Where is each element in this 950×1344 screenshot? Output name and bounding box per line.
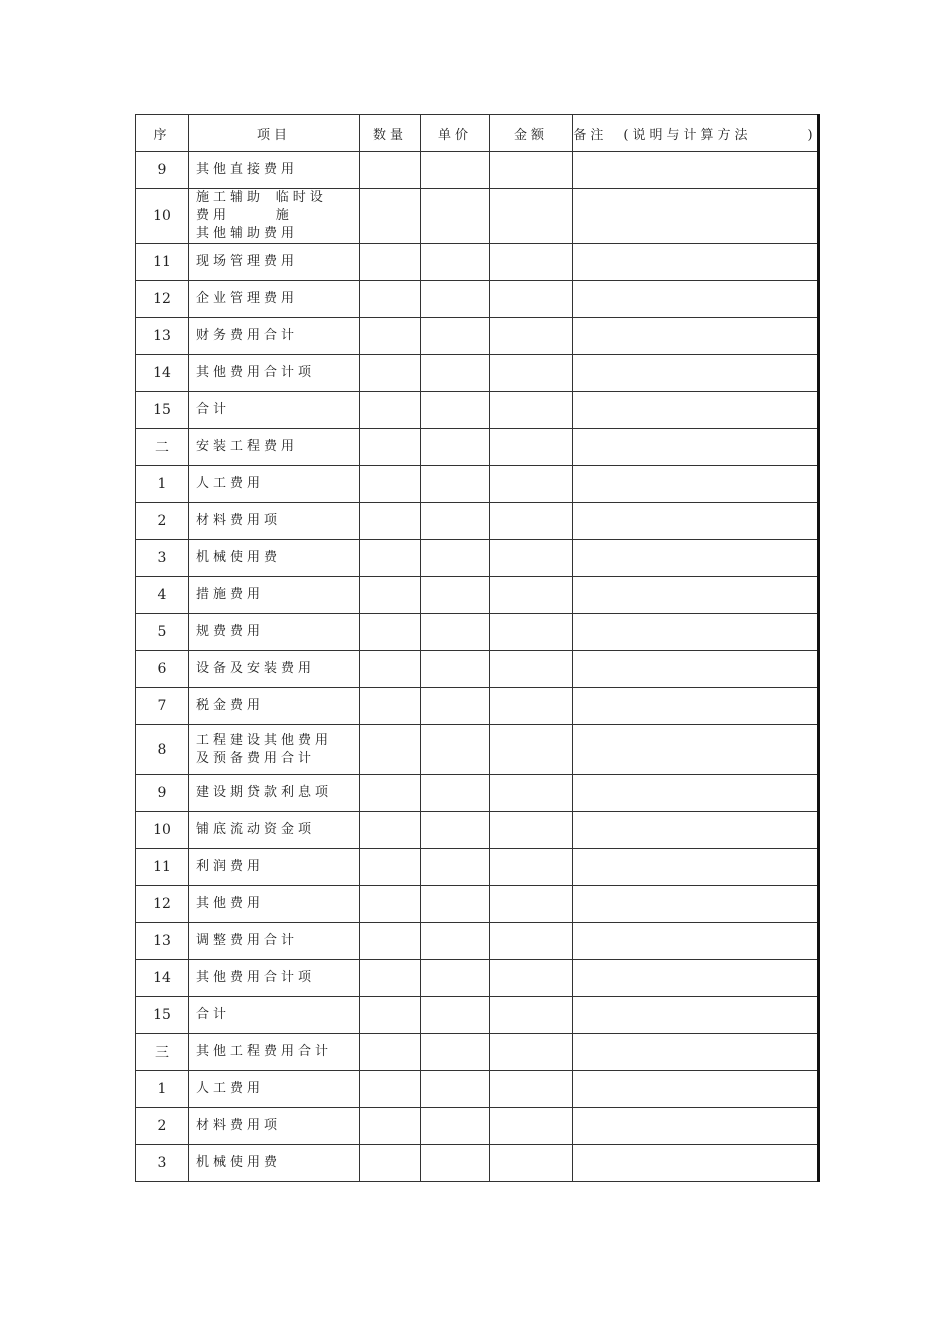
cell-empty xyxy=(490,725,573,775)
row-item-name: 现场管理费用 xyxy=(189,244,360,281)
table-row xyxy=(136,849,819,886)
row-number: 12 xyxy=(136,886,189,923)
cost-table xyxy=(135,114,820,1182)
cell-empty xyxy=(421,651,490,688)
header-note-label: 备注 xyxy=(573,127,608,143)
cell-empty xyxy=(573,923,819,960)
table-row xyxy=(136,812,819,849)
cell-empty xyxy=(490,688,573,725)
table-row xyxy=(136,281,819,318)
table-row xyxy=(136,318,819,355)
cell-empty xyxy=(421,355,490,392)
cell-empty xyxy=(573,577,819,614)
section-row xyxy=(136,429,819,466)
row-number: 13 xyxy=(136,318,189,355)
cell-empty xyxy=(490,1145,573,1182)
cell-empty xyxy=(573,152,819,189)
row-item-name: 财务费用合计 xyxy=(189,318,360,355)
table-row xyxy=(136,152,819,189)
cell-empty xyxy=(573,1071,819,1108)
cell-empty xyxy=(360,849,421,886)
cell-empty xyxy=(360,1034,421,1071)
cell-empty xyxy=(421,1071,490,1108)
row-number: 14 xyxy=(136,355,189,392)
cell-empty xyxy=(490,614,573,651)
table-header-row xyxy=(136,115,819,152)
cell-empty xyxy=(360,503,421,540)
cell-empty xyxy=(421,812,490,849)
cell-empty xyxy=(490,392,573,429)
cell-empty xyxy=(360,152,421,189)
cell-empty xyxy=(421,503,490,540)
cell-empty xyxy=(573,812,819,849)
cell-empty xyxy=(573,775,819,812)
row-item-name: 材料费用项 xyxy=(189,503,360,540)
cell-empty xyxy=(360,775,421,812)
row-item-name-part-c: 及预备费用合计 xyxy=(196,750,316,766)
cell-empty xyxy=(421,540,490,577)
section-title: 安装工程费用 xyxy=(189,429,360,466)
row-item-name: 人工费用 xyxy=(189,1071,360,1108)
row-number: 6 xyxy=(136,651,189,688)
row-number: 11 xyxy=(136,849,189,886)
cell-empty xyxy=(421,1034,490,1071)
cell-empty xyxy=(490,1108,573,1145)
cell-empty xyxy=(421,997,490,1034)
table-row xyxy=(136,189,819,244)
cell-empty xyxy=(573,392,819,429)
table-row xyxy=(136,886,819,923)
cell-empty xyxy=(360,540,421,577)
row-number: 15 xyxy=(136,997,189,1034)
row-number: 3 xyxy=(136,1145,189,1182)
cell-empty xyxy=(490,318,573,355)
cell-empty xyxy=(421,577,490,614)
table-row xyxy=(136,540,819,577)
cell-empty xyxy=(360,429,421,466)
cost-table-sheet xyxy=(135,114,820,1182)
table-row xyxy=(136,651,819,688)
cell-empty xyxy=(421,189,490,244)
table-row xyxy=(136,244,819,281)
cell-empty xyxy=(490,281,573,318)
table-row xyxy=(136,997,819,1034)
cell-empty xyxy=(490,577,573,614)
cell-empty xyxy=(421,244,490,281)
table-row xyxy=(136,1071,819,1108)
row-item-name: 利润费用 xyxy=(189,849,360,886)
cell-empty xyxy=(573,318,819,355)
cell-empty xyxy=(573,997,819,1034)
cell-empty xyxy=(490,540,573,577)
row-item-name: 合计 xyxy=(189,997,360,1034)
cell-empty xyxy=(573,1145,819,1182)
row-item-name: 机械使用费 xyxy=(189,540,360,577)
cell-empty xyxy=(360,688,421,725)
table-row xyxy=(136,1145,819,1182)
cell-empty xyxy=(573,651,819,688)
row-item-name-part-b: 临时设施 xyxy=(275,190,327,223)
cell-empty xyxy=(490,812,573,849)
header-no: 序 xyxy=(136,115,189,152)
cell-empty xyxy=(360,960,421,997)
row-item-name-part-a: 工程建设其他费用 xyxy=(196,732,333,748)
row-number: 12 xyxy=(136,281,189,318)
cell-empty xyxy=(490,189,573,244)
row-item-name: 措施费用 xyxy=(189,577,360,614)
row-number: 5 xyxy=(136,614,189,651)
row-number: 13 xyxy=(136,923,189,960)
row-item-name: 机械使用费 xyxy=(189,1145,360,1182)
row-item-name: 材料费用项 xyxy=(189,1108,360,1145)
header-note-paren-text: 说明与计算方法 xyxy=(632,127,752,143)
cell-empty xyxy=(421,688,490,725)
cell-empty xyxy=(360,1145,421,1182)
cell-empty xyxy=(490,960,573,997)
cell-empty xyxy=(573,466,819,503)
cell-empty xyxy=(490,886,573,923)
cell-empty xyxy=(573,244,819,281)
cell-empty xyxy=(573,189,819,244)
row-number: 3 xyxy=(136,540,189,577)
cell-empty xyxy=(360,1108,421,1145)
row-item-name xyxy=(189,189,360,244)
cell-empty xyxy=(421,1145,490,1182)
cell-empty xyxy=(490,466,573,503)
row-item-name: 企业管理费用 xyxy=(189,281,360,318)
section-row xyxy=(136,1034,819,1071)
row-item-name: 合计 xyxy=(189,392,360,429)
cell-empty xyxy=(573,429,819,466)
row-item-name-part-c: 其他辅助费用 xyxy=(196,226,299,241)
row-number: 4 xyxy=(136,577,189,614)
cell-empty xyxy=(360,392,421,429)
cell-empty xyxy=(490,923,573,960)
cell-empty xyxy=(360,812,421,849)
cell-empty xyxy=(421,429,490,466)
section-number: 二 xyxy=(136,429,189,466)
cell-empty xyxy=(360,189,421,244)
header-note xyxy=(573,115,819,152)
cell-empty xyxy=(573,849,819,886)
table-row xyxy=(136,392,819,429)
row-number: 8 xyxy=(136,725,189,775)
header-note-paren-open: ( xyxy=(623,127,633,143)
cell-empty xyxy=(490,244,573,281)
row-number: 7 xyxy=(136,688,189,725)
table-row xyxy=(136,923,819,960)
row-item-name: 设备及安装费用 xyxy=(189,651,360,688)
table-row xyxy=(136,725,819,775)
cell-empty xyxy=(421,1108,490,1145)
row-number: 2 xyxy=(136,503,189,540)
row-number: 14 xyxy=(136,960,189,997)
header-col-b: 单价 xyxy=(421,115,490,152)
row-number: 9 xyxy=(136,775,189,812)
table-row xyxy=(136,466,819,503)
cell-empty xyxy=(360,614,421,651)
cell-empty xyxy=(360,725,421,775)
table-row xyxy=(136,577,819,614)
cell-empty xyxy=(573,725,819,775)
cell-empty xyxy=(421,614,490,651)
table-row xyxy=(136,355,819,392)
row-number: 2 xyxy=(136,1108,189,1145)
table-row xyxy=(136,614,819,651)
row-item-name: 其他费用合计项 xyxy=(189,355,360,392)
cell-empty xyxy=(360,244,421,281)
cell-empty xyxy=(360,1071,421,1108)
cell-empty xyxy=(490,997,573,1034)
header-name: 项目 xyxy=(189,115,360,152)
row-item-name: 规费费用 xyxy=(189,614,360,651)
cell-empty xyxy=(421,466,490,503)
cell-empty xyxy=(490,152,573,189)
row-number: 15 xyxy=(136,392,189,429)
cell-empty xyxy=(573,1108,819,1145)
row-number: 1 xyxy=(136,466,189,503)
cell-empty xyxy=(421,960,490,997)
cell-empty xyxy=(421,886,490,923)
cell-empty xyxy=(360,886,421,923)
row-item-name: 其他费用 xyxy=(189,886,360,923)
row-number: 11 xyxy=(136,244,189,281)
cell-empty xyxy=(573,886,819,923)
cell-empty xyxy=(490,355,573,392)
cell-empty xyxy=(490,429,573,466)
cell-empty xyxy=(360,466,421,503)
table-row xyxy=(136,1108,819,1145)
cell-empty xyxy=(421,923,490,960)
cell-empty xyxy=(490,1071,573,1108)
table-row xyxy=(136,503,819,540)
cell-empty xyxy=(573,281,819,318)
table-row xyxy=(136,960,819,997)
cell-empty xyxy=(360,651,421,688)
cell-empty xyxy=(573,540,819,577)
row-number: 10 xyxy=(136,812,189,849)
section-number: 三 xyxy=(136,1034,189,1071)
cell-empty xyxy=(421,849,490,886)
cell-empty xyxy=(360,577,421,614)
cell-empty xyxy=(490,1034,573,1071)
row-item-name: 铺底流动资金项 xyxy=(189,812,360,849)
cell-empty xyxy=(573,960,819,997)
cell-empty xyxy=(573,1034,819,1071)
row-item-name: 调整费用合计 xyxy=(189,923,360,960)
row-number: 1 xyxy=(136,1071,189,1108)
cell-empty xyxy=(360,997,421,1034)
row-item-name: 税金费用 xyxy=(189,688,360,725)
row-item-name: 其他直接费用 xyxy=(189,152,360,189)
table-row xyxy=(136,688,819,725)
cell-empty xyxy=(421,725,490,775)
cell-empty xyxy=(360,281,421,318)
cell-empty xyxy=(360,923,421,960)
section-title: 其他工程费用合计 xyxy=(189,1034,360,1071)
cell-empty xyxy=(421,281,490,318)
cell-empty xyxy=(360,355,421,392)
cell-empty xyxy=(573,355,819,392)
row-item-name xyxy=(189,725,360,775)
row-item-name: 其他费用合计项 xyxy=(189,960,360,997)
row-item-name-part-a: 施工辅助费用 xyxy=(196,190,265,223)
cell-empty xyxy=(573,688,819,725)
row-item-name: 建设期贷款利息项 xyxy=(189,775,360,812)
header-col-a: 数量 xyxy=(360,115,421,152)
table-row xyxy=(136,775,819,812)
cell-empty xyxy=(490,651,573,688)
row-item-name: 人工费用 xyxy=(189,466,360,503)
cell-empty xyxy=(421,392,490,429)
cell-empty xyxy=(421,775,490,812)
cell-empty xyxy=(490,849,573,886)
row-number: 10 xyxy=(136,189,189,244)
header-col-c: 金额 xyxy=(490,115,573,152)
cell-empty xyxy=(490,775,573,812)
row-number: 9 xyxy=(136,152,189,189)
cell-empty xyxy=(421,318,490,355)
cell-empty xyxy=(490,503,573,540)
cell-empty xyxy=(573,614,819,651)
cell-empty xyxy=(421,152,490,189)
cell-empty xyxy=(573,503,819,540)
header-note-paren-close: ) xyxy=(807,127,817,143)
cell-empty xyxy=(360,318,421,355)
